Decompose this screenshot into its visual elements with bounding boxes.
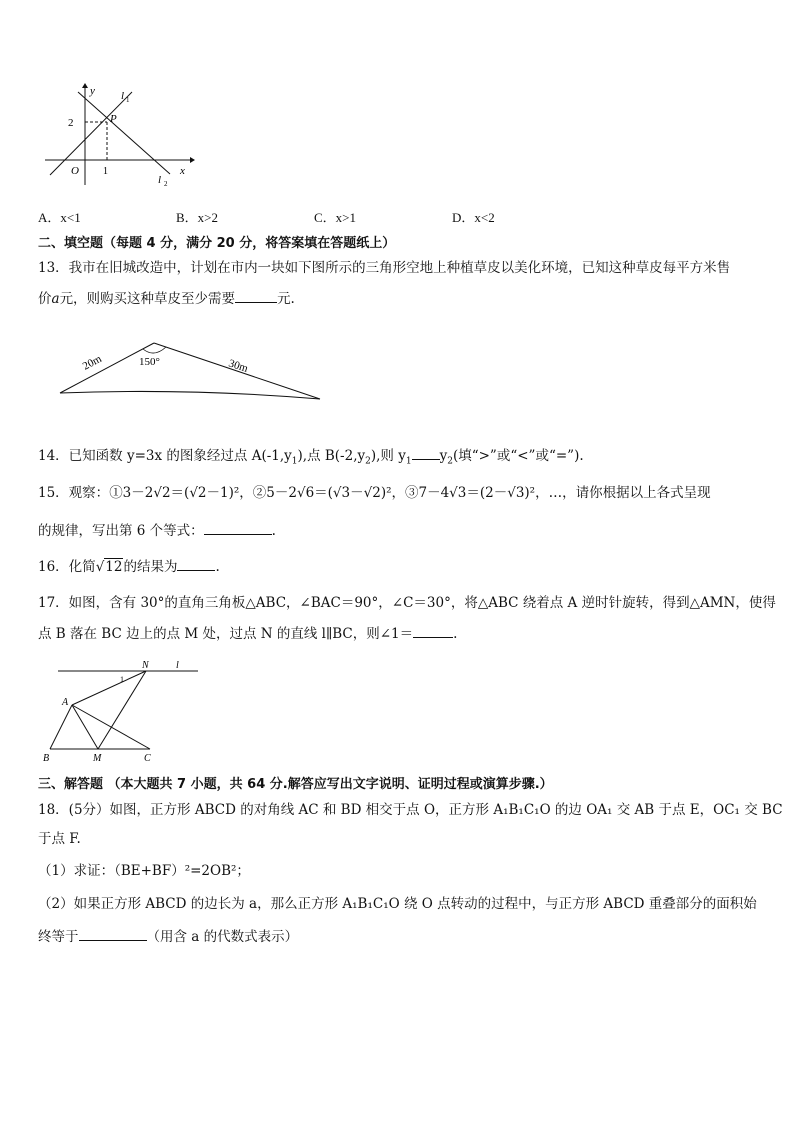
label-m: M (93, 753, 102, 764)
side-right-label: 30m (227, 357, 250, 375)
label-a: A (62, 697, 69, 708)
q18-part1: （1）求证：（BE+BF）²=2OB²； (38, 863, 250, 879)
q14-answer-blank (412, 445, 440, 460)
q17-line2: 点 B 落在 BC 边上的点 M 处，过点 N 的直线 l∥BC，则∠1＝ . (38, 623, 457, 644)
x-label: x (180, 165, 185, 177)
side-bottom (60, 391, 320, 399)
line1-label: l (121, 90, 125, 102)
label-angle1: 1 (120, 675, 124, 684)
label-n: N (142, 660, 149, 671)
q18-line1: 18．(5分）如图，正方形 ABCD 的对角线 AC 和 BD 相交于点 O，正方形 A₁B₁C₁O 的边 OA₁ 交 AB 于点 E，OC₁ 交 BC (38, 802, 783, 818)
point-p-label: P (110, 113, 117, 125)
q13-line2: 价a元，则购买这种草皮至少需要 元. (38, 288, 295, 309)
q15-eq3: ③7－4√3＝(2－√3)² (405, 485, 536, 501)
option-c: C．x>1 (314, 210, 357, 225)
q15-line1: 15．观察：①3－2√2＝(√2－1)²，②5－2√6＝(√3－√2)²，③7－4√3＝(2－√3)²，…，请你根据以上各式呈现 (38, 485, 711, 501)
label-c: C (144, 753, 151, 764)
angle-arc (143, 347, 166, 353)
line2-sub: 2 (164, 180, 168, 188)
label-l: l (176, 660, 179, 671)
q18-answer-blank (79, 926, 147, 941)
line2-label: l (158, 174, 162, 186)
y-axis-arrow (82, 83, 88, 88)
side-left (60, 343, 154, 393)
q18-part2-line2: 终等于 （用含 a 的代数式表示） (38, 926, 298, 947)
line-l1 (50, 92, 132, 175)
q13-answer-blank (235, 288, 277, 303)
label-b: B (43, 753, 50, 764)
segment-an (72, 671, 146, 705)
q17-line1: 17．如图，含有 30°的直角三角板△ABC，∠BAC＝90°，∠C＝30°，将△ABC 绕着点 A 逆时针旋转，得到△AMN，使得 (38, 595, 776, 611)
q15-line2: 的规律，写出第 6 个等式： . (38, 520, 276, 541)
q15-eq2: ②5－2√6＝(√3－√2)² (252, 485, 392, 501)
triangle-figure (55, 330, 330, 408)
q14-text: 14．已知函数 y=3x 的图象经过点 $A(-1,y_1)$,点 $B(-2,y_2)$,则 $y_1$ $y_2$(填“>”或“<”或“=”). (38, 445, 584, 472)
origin-label: O (71, 165, 79, 177)
section3-heading: 三、解答题 （本大题共 7 小题，共 64 分.解答应写出文字说明、证明过程或演算步骤.） (38, 777, 553, 792)
tick-x-label: 1 (103, 166, 108, 177)
q16-answer-blank (177, 556, 215, 571)
segment-am (72, 705, 98, 749)
q18-line2: 于点 F. (38, 831, 81, 847)
option-a: A．x<1 (38, 210, 81, 225)
angle-label: 150° (139, 356, 160, 368)
option-b: B．x>2 (176, 210, 219, 225)
q18-part2-line1: （2）如果正方形 ABCD 的边长为 a，那么正方形 A₁B₁C₁O 绕 O 点转动的过程中，与正方形 ABCD 重叠部分的面积始 (38, 896, 757, 912)
x-axis-arrow (190, 157, 195, 163)
line1-sub: 1 (126, 96, 130, 104)
q13-line1: 13．我市在旧城改造中，计划在市内一块如下图所示的三角形空地上种植草皮以美化环境，已知这种草皮每平方米售 (38, 260, 731, 276)
option-d: D．x<2 (452, 210, 495, 225)
q16-text: 16．化简√12的结果为 . (38, 556, 220, 577)
coordinate-figure (40, 80, 200, 190)
section2-heading: 二、填空题（每题 4 分，满分 20 分，将答案填在答题纸上） (38, 236, 396, 251)
q17-answer-blank (413, 623, 453, 638)
rotation-figure (38, 655, 208, 765)
y-label: y (90, 85, 95, 97)
segment-ab (50, 705, 72, 749)
side-left-label: 20m (80, 352, 104, 373)
q15-eq1: ①3－2√2＝(√2－1)² (109, 485, 240, 501)
q15-answer-blank (204, 520, 272, 535)
tick-y-label: 2 (68, 117, 74, 129)
